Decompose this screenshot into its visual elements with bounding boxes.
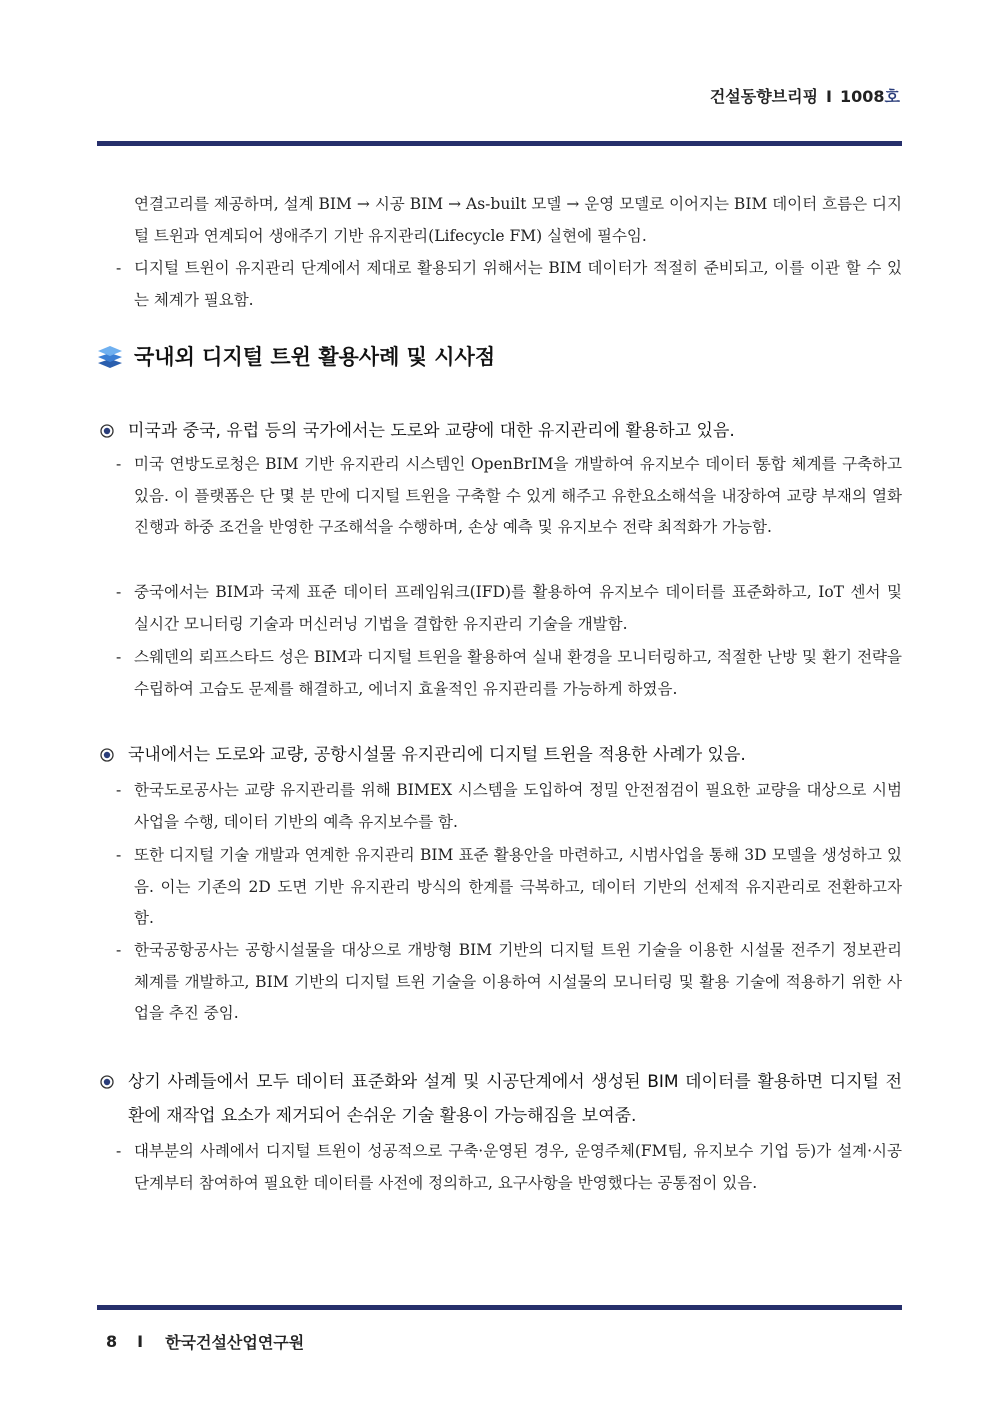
dash-mark: - — [116, 941, 122, 959]
section-title: 국내외 디지털 트윈 활용사례 및 시사점 — [134, 345, 496, 369]
bullet-circle-icon — [100, 748, 114, 762]
footer-separator: I — [137, 1332, 144, 1351]
bullet-point — [100, 1065, 902, 1133]
issue-suffix: 호 — [884, 87, 900, 106]
bullet-point — [100, 738, 902, 772]
dash-text: 디지털 트윈이 유지관리 단계에서 제대로 활용되기 위해서는 BIM 데이터가 적절히 준비되고, 이를 이관 할 수 있는 체계가 필요함. — [134, 259, 902, 309]
dash-text: 한국도로공사는 교량 유지관리를 위해 BIMEX 시스템을 도입하여 정밀 안전점검이 필요한 교량을 대상으로 시범사업을 수행, 데이터 기반의 예측 유지보수를 함. — [134, 781, 902, 831]
dash-item — [116, 840, 902, 935]
dash-item — [116, 449, 902, 544]
publication-name: 건설동향브리핑 — [709, 87, 819, 106]
dash-text: 한국공항공사는 공항시설물을 대상으로 개방형 BIM 기반의 디지털 트윈 기술을 이용한 시설물 전주기 정보관리 체계를 개발하고, BIM 기반의 디지털 트윈 기술을 이용하여 시설물의 모니터링 및 활용 기술에 적용하기 위한 사업을 추진 중임. — [134, 941, 902, 1022]
header-rule — [97, 141, 902, 146]
dash-mark: - — [116, 781, 122, 799]
dash-item — [116, 935, 902, 1030]
dash-mark: - — [116, 455, 122, 473]
dash-text: 대부분의 사례에서 디지털 트윈이 성공적으로 구축·운영된 경우, 운영주체(FM팀, 유지보수 기업 등)가 설계·시공 단계부터 참여하여 필요한 데이터를 사전에 정의하고, 요구사항을 반영했다는 공통점이 있음. — [134, 1142, 902, 1192]
running-header — [710, 84, 900, 107]
dash-text: 중국에서는 BIM과 국제 표준 데이터 프레임워크(IFD)를 활용하여 유지보수 데이터를 표준화하고, IoT 센서 및 실시간 모니터링 기술과 머신러닝 기법을 결합한 유지관리 기술을 개발함. — [134, 583, 902, 633]
dash-mark: - — [116, 583, 122, 601]
section-heading — [96, 338, 495, 374]
dash-text: 미국 연방도로청은 BIM 기반 유지관리 시스템인 OpenBrIM을 개발하여 유지보수 데이터 통합 체계를 구축하고 있음. 이 플랫폼은 단 몇 분 만에 디지털 트윈을 구축할 수 있게 해주고 유한요소해석을 내장하여 교량 부재의 열화 진행과 하중 조건을 반영한 구조해석을 수행하며, 손상 예측 및 유지보수 전략 최적화가 가능함. — [134, 455, 902, 536]
footer-rule — [97, 1305, 902, 1310]
intro-continued-paragraph: 연결고리를 제공하며, 설계 BIM → 시공 BIM → As-built 모델 → 운영 모델로 이어지는 BIM 데이터 흐름은 디지털 트윈과 연계되어 생애주기 기반 유지관리(Lifecycle FM) 실현에 필수임. — [134, 195, 902, 245]
dash-text: 또한 디지털 기술 개발과 연계한 유지관리 BIM 표준 활용안을 마련하고, 시범사업을 통해 3D 모델을 생성하고 있음. 이는 기존의 2D 도면 기반 유지관리 방식의 한계를 극복하고, 데이터 기반의 선제적 유지관리로 전환하고자 함. — [134, 846, 902, 927]
bullet-circle-icon — [100, 1075, 114, 1089]
issue-number: 1008 — [840, 87, 885, 106]
dash-mark: - — [116, 259, 122, 277]
page-footer — [106, 1330, 304, 1353]
dash-item — [116, 577, 902, 640]
page-number: 8 — [106, 1332, 118, 1351]
organization-name: 한국건설산업연구원 — [165, 1333, 305, 1352]
intro-dash-item — [116, 253, 902, 316]
dash-mark: - — [116, 648, 122, 666]
bullet-text: 상기 사례들에서 모두 데이터 표준화와 설계 및 시공단계에서 생성된 BIM 데이터를 활용하면 디지털 전환에 재작업 요소가 제거되어 손쉬운 기술 활용이 가능해짐을 보여줌. — [128, 1072, 902, 1126]
bullet-text: 미국과 중국, 유럽 등의 국가에서는 도로와 교량에 대한 유지관리에 활용하고 있음. — [128, 421, 735, 441]
header-separator: I — [826, 87, 832, 106]
bullet-text: 국내에서는 도로와 교량, 공항시설물 유지관리에 디지털 트윈을 적용한 사례가 있음. — [128, 745, 746, 765]
dash-mark: - — [116, 1142, 122, 1160]
dash-mark: - — [116, 846, 122, 864]
bullet-point — [100, 414, 902, 448]
dash-item — [116, 642, 902, 705]
bullet-circle-icon — [100, 424, 114, 438]
layers-icon — [96, 342, 124, 370]
dash-item — [116, 1136, 902, 1199]
dash-item — [116, 775, 902, 838]
dash-text: 스웨덴의 뢰프스타드 성은 BIM과 디지털 트윈을 활용하여 실내 환경을 모니터링하고, 적절한 난방 및 환기 전략을 수립하여 고습도 문제를 해결하고, 에너지 효율적인 유지관리를 가능하게 하였음. — [134, 648, 902, 698]
